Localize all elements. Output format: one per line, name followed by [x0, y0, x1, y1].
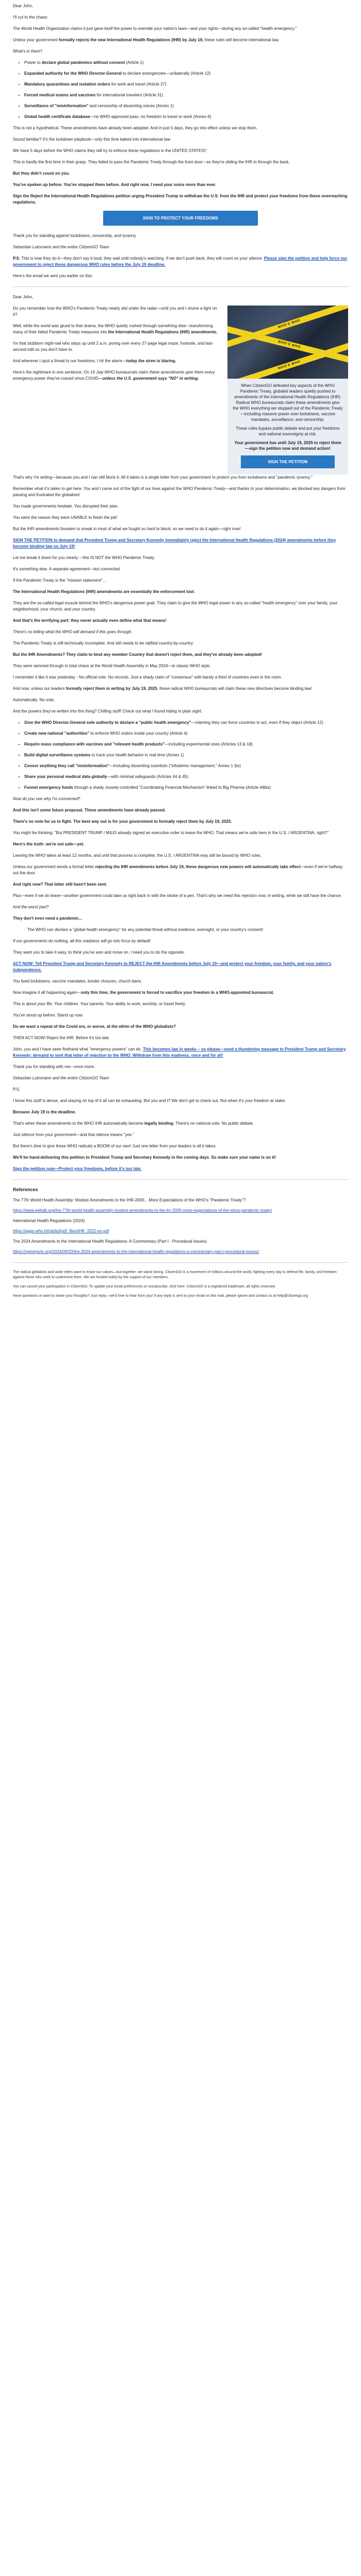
- ps-link-paragraph: [13, 1166, 348, 1172]
- letter-paragraph: And that's the terrifying part: they never actually even define what that means!: [13, 618, 167, 623]
- letter-paragraph: You lived lockdowns, vaccine mandates, border closures, church bans.: [13, 979, 142, 984]
- signature: Sebastian Luksmann and the entire CitizenGO Team: [13, 1076, 109, 1080]
- letter-paragraph: THEN ACT NOW! Reject the IHR. Before it's too late.: [13, 1036, 110, 1040]
- whats-in-heading: What's in them?: [13, 49, 43, 54]
- act-now-link[interactable]: ACT NOW: Tell President Trump and Secretary Kennedy to REJECT the IHR Amendments before July 19—and protect your freedom, your family, and your nation's independence.: [13, 961, 332, 972]
- ps-paragraph: I know this stuff is dense, and staying on top of it all can be exhausting. But you and I? We don't get to check out. Not when it's your freedom at stake.: [13, 1098, 286, 1103]
- letter-paragraph: They want you to take it easy, to think you've won and move on. I need you to do the opposite.: [13, 950, 185, 955]
- count-paragraph: But they didn't count on you.: [13, 171, 70, 176]
- reference-title: The 77th World Health Assembly: Modest Amendments to the IHR-2005... More Expectations of the WHO's "Pandemic Treaty"?: [13, 1198, 246, 1202]
- reference-link-paragraph: [13, 1249, 348, 1255]
- letter-paragraph: They don't even need a pandemic...: [13, 916, 83, 921]
- references: [13, 1187, 348, 1255]
- letter-paragraph: The International Health Regulations (IHR) amendments are essentially the enforcement tool.: [13, 589, 195, 594]
- list-item: • Power to declare global pandemics without consent (Article 1): [24, 60, 348, 66]
- letter-paragraph: Well, while the world was glued to that drama, the WHO quietly rushed through something else—transforming many of their failed Pandemic Treaty measures into the International Health Regulations (IHR) amendments.: [13, 324, 218, 334]
- letter-paragraph: There's no telling what the WHO will demand if this goes through.: [13, 630, 133, 634]
- letter-paragraph: And wherever I spot a threat to our freedoms, I hit the alarm—today the siren is blaring.: [13, 359, 176, 363]
- quote-block: The WHO can declare a "global health emergency" for any potential threat without evidence, oversight, or your country's consent!: [27, 927, 264, 932]
- letter-paragraph: I'm that stubborn night-owl who stays up until 2 a.m. poring over every 27-page legal maze, footnote, and last-second edit so you don't have to.: [13, 341, 214, 352]
- letter-paragraph: There's no vote for us to fight. The best way out is for your government to formally reject them by July 19, 2025.: [13, 819, 232, 824]
- divider: [13, 1262, 348, 1263]
- letter-paragraph: You made governments hesitate. You disrupted their plan.: [13, 504, 119, 509]
- letter-paragraph: Automatically. No vote.: [13, 698, 55, 702]
- email-body: [13, 0, 348, 1299]
- ps-paragraph: We'll be hand-delivering this petition to President Trump and Secretary Kennedy in the coming days. So make sure your name is on it!: [13, 1155, 276, 1160]
- letter-paragraph: Do we want a repeat of the Covid era, or worse, at the whim of the WHO globalists?: [13, 1024, 176, 1029]
- letter-paragraph: Now do you see why I'm concerned?: [13, 796, 80, 801]
- spoken-paragraph: You've spoken up before. You've stopped them before. And right now, I need your voice more than ever.: [13, 182, 216, 187]
- sidebox-text: Your government has until July 19, 2025 to reject them—sign the petition now and demand action!: [234, 440, 341, 451]
- intro-line: I'll cut to the chase:: [13, 15, 48, 20]
- letter-paragraph: That's why I'm writing—because you and I can still block it. All it takes is a single letter from your government to protect you from lockdowns and "pandemic tyranny.": [13, 475, 313, 480]
- ps-paragraph: That's when these amendments to the WHO IHR automatically become legally binding. There's no national vote. No public debate.: [13, 1121, 254, 1126]
- letter-paragraph: They are the so-called legal muscle behind the WHO's dangerous power grab. They claim to give the WHO legal power in any so-called "health emergency" over your family, your neighborhood, your church, and your country.: [13, 601, 338, 612]
- letter-paragraph: You might be thinking: "But PRESIDENT TRUMP / MILEI already signed an executive order to leave the WHO. That means we're safe here in the U.S. / ARGENTINA, right?": [13, 831, 329, 835]
- sign-petition-link[interactable]: SIGN THE PETITION to demand that President Trump and Secretary Kennedy immediately reject the International Health Regulations (2024) amendments before they become binding law on July 19!: [13, 538, 336, 549]
- ps-paragraph: But there's time to give these WHO radicals a BOOM of our own! Just one letter from your leaders is all it takes.: [13, 1144, 217, 1148]
- reference-link-paragraph: [13, 1208, 348, 1214]
- letter-paragraph: Plus—even if we do leave—another government could take us right back in with the stroke of a pen. That's why we need this rejection now, in writing, while we still have the chance.: [13, 893, 342, 898]
- who-tape-image: [227, 306, 348, 379]
- footer-text: The radical globalists and woke elites want to erase our values—but together, we stand strong. CitizenGO is a movement of millions around the world, fighting every day to defend life, family, and freedom against those who seek to undermine them. We are funded solely by the support of our members.: [13, 1270, 337, 1279]
- letter-paragraph: This is about your life. Your children. Your parents. Your ability to work, worship, or travel freely.: [13, 1002, 186, 1006]
- letter-paragraph: It's something else. A separate agreement—but connected.: [13, 567, 121, 571]
- first-time-paragraph: This is hardly the first time in their grasp. They failed to pass the Pandemic Treaty through the front door—so they're sliding the IHR in through the back.: [13, 160, 290, 164]
- letter-paragraph: If our governments do nothing, all this madness will go into force by default!: [13, 939, 151, 943]
- ps-petition-link[interactable]: Please sign the petition and help force our government to reject these dangerous WHO rules before the July 19 deadline.: [13, 256, 348, 267]
- divider: [13, 286, 348, 287]
- protect-freedoms-button[interactable]: SIGN TO PROTECT YOUR FREEDOMS: [103, 211, 258, 226]
- caution-tape: WHO'S WHO: [227, 306, 348, 349]
- sign-paragraph: Sign the Reject the International Health Regulations petition urging President Trump to withdraw the U.S. from the IHR and protect your freedoms from these overreaching regulations.: [13, 194, 348, 205]
- list-item: • Expanded authority for the WHO Director-General to declare emergencies—unilaterally (Article 12): [24, 71, 348, 77]
- list-item: • Share your personal medical data globally—with minimal safeguards (Articles 44 & 45): [24, 774, 348, 780]
- letter-paragraph: The Pandemic Treaty is still technically incomplete. And still needs to be ratified country-by-country.: [13, 641, 194, 646]
- letter-paragraph: But the IHR Amendments? They claim to bind any member Country that doesn't reject them, and they've already been adopted!: [13, 652, 262, 657]
- reference-link[interactable]: https://apps.who.int/gb/bd/pdf_files/IHR_2022-en.pdf: [13, 1229, 109, 1233]
- reference-title: The 2024 Amendments to the International Health Regulations: A Commentary (Part I - Procedural Issues): [13, 1239, 207, 1244]
- letter-left-column: [13, 306, 219, 474]
- ps-paragraph: Because July 19 is the deadline.: [13, 1110, 76, 1114]
- demand-letter-link[interactable]: This becomes law in weeks – so please—send a thundering message to President Trump and Secretary Kennedy: demand to sent that letter of rejection to the WHO. Withdraw from this madness, once and for all!: [13, 1047, 346, 1058]
- divider: [13, 1179, 348, 1180]
- footer-text: Have questions or want to share your thoughts? Just reply—we'd love to hear from you! If any reply is sent to your email on this mail, please ignore and contact us at help@citizengo.org: [13, 1294, 308, 1298]
- list-item: • Forced medical exams and vaccines for international travelers (Article 31): [24, 92, 348, 98]
- reference-link[interactable]: https://www.eeltalk.org/the-77th-world-health-assembly-modest-amendments-to-the-ihr-2005-more-expectations-of-the-whos-pandemic-treaty/: [13, 1208, 272, 1213]
- list-item: • Censor anything they call "misinformation"—including dissenting scientists ("infodemic management," Annex 1 §ix): [24, 763, 348, 769]
- footer: [13, 1270, 348, 1299]
- petition-link-paragraph: [13, 537, 348, 550]
- reference-link-paragraph: [13, 1228, 348, 1234]
- sidebox-text: These rules bypass public debate and put your freedoms and national sovereignty at risk.: [236, 426, 340, 436]
- caution-tape: WHO'S WHO: [227, 324, 348, 365]
- caution-tape: WHO'S WHO: [227, 340, 348, 379]
- letter-paragraph: John, you and I have seen firsthand what "emergency powers" can do. This becomes law in weeks – so please—send a thundering message to President Trump and Secretary Kennedy: demand to sent that letter of rejection to the WHO. Withdraw from this madness, once and for all!: [13, 1047, 346, 1058]
- letter-paragraph: Leaving the WHO takes at least 12 months, and until that process is complete, the U.S. / ARGENTINA may still be bound by WHO rules.: [13, 853, 261, 858]
- petition-sidebox: [227, 379, 348, 474]
- letter-paragraph: I remember it like it was yesterday - No official vote. No records. Just a shady claim of "consensus" with barely a third of countries even in the room.: [13, 675, 282, 680]
- letter-paragraph: And this isn't some future proposal. These amendments have already passed.: [13, 808, 166, 812]
- letter-paragraph: And right now? That letter still hasn't been sent.: [13, 882, 107, 887]
- letter-paragraph: Here's the nightmare in one sentence: On 19 July WHO bureaucrats claim these amendments give them every emergency power they've craved since COVID—unless the U.S. government says "NO" in writing.: [13, 370, 215, 381]
- list-item: • Create new national "authorities" to enforce WHO orders inside your country (Article 4): [24, 731, 348, 737]
- letter-paragraph: Remember what it's taken to get here. You and I came out of the fight of our lives against the WHO Pandemic Treaty—and thanks to your determination, we blocked key dangers from passing and frustrated the globalists!: [13, 486, 346, 497]
- reference-link[interactable]: https://opiniojuris.org/2024/09/20/the-2024-amendments-to-the-international-health-regulations-a-commentary-part-i-procedural-issues/: [13, 1249, 259, 1254]
- ps-paragraph: Just silence from your government—and that silence means "yes.": [13, 1132, 135, 1137]
- list-item: • Mandatory quarantines and isolation orders for work and travel (Article 27): [24, 81, 348, 88]
- list-item: • Build digital surveillance systems to track your health behavior in real time (Annex 1): [24, 752, 348, 758]
- sidebox-text: When CitizenGO defeated key aspects of the WHO Pandemic Treaty, globalist leaders quietly pushed to amendments of the International Health Regulations (IHR). Radical WHO bureaucrats claim these amendments give the WHO everything we stopped out of the Pandemic Treaty—including massive power over lockdowns, vaccine mandates, surveillance, and censorship.: [233, 383, 343, 422]
- footer-text: You can cancel your participation in CitizenGO. To update your email preferences or unsubscribe, click here. CitizenGO is a registered trademark, all rights reserved.: [13, 1285, 276, 1289]
- letter-paragraph: Do you remember how the WHO's Pandemic Treaty nearly slid under the radar—until you and I shone a light on it?: [13, 306, 217, 317]
- letter-paragraph: Now imagine it all happening again—only this time, the government is forced to sacrifice your freedom to a WHO-appointed bureaucrat.: [13, 990, 274, 995]
- letter-paragraph: Thank you for standing with me—once more.: [13, 1064, 95, 1069]
- thanks-paragraph: Thank you for standing against lockdowns, censorship, and tyranny.: [13, 233, 137, 238]
- act-now-link-paragraph: [13, 961, 348, 973]
- letter-paragraph: You were the reason they were UNABLE to finish the job!: [13, 515, 118, 520]
- letter-paragraph: But the IHR amendments threaten to sneak in most of what we fought so hard to block, so we need to do it again—right now!: [13, 527, 241, 531]
- reference-title: International Health Regulations (2024): [13, 1218, 85, 1223]
- references-heading: References: [13, 1187, 38, 1192]
- letter-paragraph: Let me break it down for you clearly – this IS NOT the WHO Pandemic Treaty.: [13, 555, 155, 560]
- list-item: • Require mass compliance with vaccines and "relevant health products"—including experimental ones (Articles 13 & 18): [24, 741, 348, 748]
- ps-paragraph: P.S. This is how they do it—they don't say it loud; they wait until nobody's watching. If we don't push back, they will count on your silence. Please sign the petition and help force our government to reject these dangerous WHO rules before the July 19 deadline.: [13, 256, 348, 267]
- hypothetical-paragraph: This is not a hypothetical. These amendments have already been adopted. And in just 5 days, they go into effect unless we stop them.: [13, 126, 258, 130]
- letter-paragraph: You've stood up before. Stand up now.: [13, 1013, 84, 1018]
- final-petition-link[interactable]: Sign the petition now—Protect your freedoms, before it's too late.: [13, 1166, 142, 1171]
- intro-paragraph: The World Health Organization claims it just gave itself the power to override your nation's laws—and your rights—during any so-called "health emergency.": [13, 26, 297, 31]
- list-item: • Give the WHO Director-General sole authority to declare a "public health emergency"—claiming they can force countries to act, even if they object (Article 12): [24, 720, 348, 726]
- five-days-paragraph: We have 5 days before the WHO claims they will try to enforce these regulations in the UNITED STATES!!: [13, 148, 207, 153]
- letter-paragraph: They were rammed through in total chaos at the World Health Assembly in May 2024—in classic WHO style.: [13, 664, 211, 668]
- sound-familiar-paragraph: Sound familiar? It's the lockdown playbook—only this time baked into international law.: [13, 137, 171, 142]
- letter-paragraph: Here's the truth: we're not safe—yet.: [13, 842, 85, 846]
- list-item: • Funnel emergency funds through a shady, loosely-controlled "Coordinating Financial Mechanism" linked to Big Pharma (Article 44bis): [24, 785, 348, 791]
- powers-list: [13, 720, 348, 791]
- earlier-email-note: Here's the email we sent you earlier on this:: [13, 274, 93, 278]
- ps-heading: P.S.: [13, 1087, 21, 1092]
- sign-petition-button[interactable]: SIGN THE PETITION: [241, 455, 335, 468]
- letter-paragraph: Unless our government sends a formal letter rejecting the IHR amendments before July 19, these dangerous new powers will automatically take effect—even if we're halfway out the door.: [13, 865, 343, 875]
- letter-paragraph: And the powers they've written into this thing? Chilling stuff! Check out what I found hiding in plain sight:: [13, 709, 202, 714]
- letter-intro: [13, 306, 348, 474]
- letter-paragraph: And the worst part?: [13, 905, 49, 909]
- letter-sidebar: [227, 306, 348, 474]
- regulation-list: [13, 60, 348, 120]
- list-item: • Global health certificate database—no WHO-approved pass, no freedom to travel or work (Annex 6): [24, 114, 348, 120]
- deadline-paragraph: Unless your government formally rejects the new International Health Regulations (IHR) by July 19, these rules will become international law.: [13, 38, 280, 42]
- list-item: • Surveillance of "misinformation" and censorship of dissenting voices (Annex 1): [24, 103, 348, 109]
- signature: Sebastian Luksmann and the entire CitizenGO Team: [13, 245, 109, 249]
- greeting: Dear John,: [13, 4, 34, 8]
- letter-paragraph: And now, unless our leaders formally reject them in writing by July 19, 2025, these radical WHO bureaucrats will claim these new directives become binding law!: [13, 686, 312, 691]
- letter-greeting: Dear John,: [13, 295, 34, 299]
- letter-paragraph: If the Pandemic Treaty is the "mission statement"...: [13, 578, 106, 583]
